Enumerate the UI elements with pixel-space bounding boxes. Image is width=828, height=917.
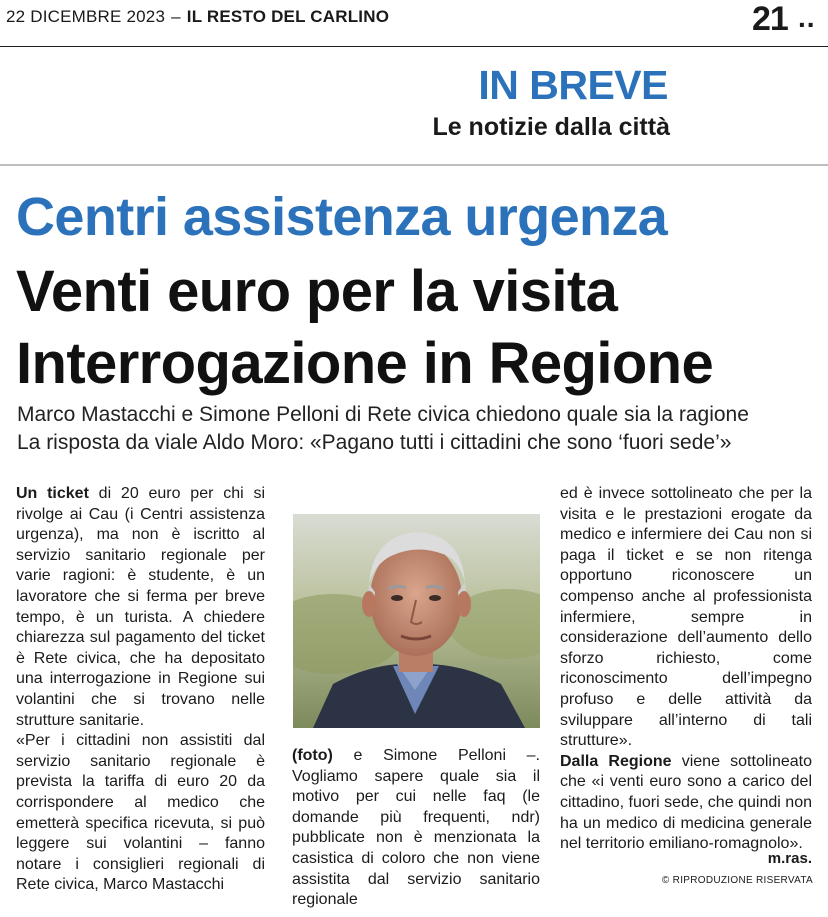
lead-in-regione: Dalla Regione (560, 752, 672, 770)
section-title: IN BREVE (478, 62, 668, 108)
headline-kicker: Centri assistenza urgenza (16, 187, 668, 247)
summary-line-2: La risposta da viale Aldo Moro: «Pagano tutti i cittadini che sono ‘fuori sede’» (17, 431, 732, 454)
article-column-3 (560, 484, 812, 855)
portrait-photo (293, 514, 540, 728)
article-column-1 (16, 484, 265, 896)
column-1-text-2: «Per i cittadini non assistiti dal servizio sanitario regionale è prevista la tariffa di euro 20 da corrispondere al medico che emetterà specifica ricevuta, si può leggere sui volantini – fanno notare i consiglieri regionali di Rete civica, Marco Mastacchi (16, 732, 265, 894)
column-2-text-1: e Simone Pelloni –. Vogliamo sapere quale sia il motivo per cui nelle faq (le domande più frequenti, ndr) pubblicate non è menzionata la casistica di coloro che non viene assistita dal servizio sanitario regionale (292, 747, 540, 909)
column-1-paragraph-1 (16, 484, 265, 731)
author-signature: m.ras. (767, 850, 812, 867)
summary-line-1: Marco Mastacchi e Simone Pelloni di Rete civica chiedono quale sia la ragione (17, 403, 749, 426)
section-subtitle: Le notizie dalla città (432, 113, 670, 141)
dateline-separator: – (171, 7, 181, 26)
page-header-dateline (6, 7, 389, 27)
lead-in-foto: (foto) (292, 747, 333, 764)
page-number: 21 (752, 0, 788, 38)
headline-line-2: Interrogazione in Regione (16, 331, 714, 396)
copyright-notice: © RIPRODUZIONE RISERVATA (661, 875, 813, 886)
page-number-marks: .. (798, 2, 816, 33)
lead-in-ticket: Un ticket (16, 485, 89, 502)
column-1-text-1: di 20 euro per chi si rivolge ai Cau (i Centri assistenza urgenza), ma non è iscritto al servizio sanitario regionale per varie ragioni: è studente, è un lavoratore che si ferma per breve tempo, è un turista. A chiedere chiarezza sul pagamento del ticket è Rete civica, che ha depositato una interrogazione in Regione sui volantini che si trovano nelle strutture sanitarie. (16, 485, 265, 729)
column-2-paragraph-1 (292, 746, 540, 911)
section-rule (0, 164, 828, 166)
column-3-text-2: viene sottolineato che «i venti euro sono a carico del cittadino, fuori sede, che quindi non ha un medico di medicina generale nel territorio emiliano-romagnolo». (560, 752, 812, 853)
portrait-photo-graphic (293, 514, 540, 728)
column-3-text-1: ed è invece sottolineato che per la visita e le prestazioni erogate da medico e infermiere dei Cau non si paga il ticket e se non ritenga opportuno riconoscere un compenso anche al professionista infermiere, sempre in considerazione dell’aumento dello sforzo richiesto, come riconoscimento dell’impegno profuso e delle attività da sviluppare all’interno di tali strutture». (560, 485, 812, 750)
issue-date: 22 DICEMBRE 2023 (6, 7, 166, 26)
article-column-2 (292, 746, 540, 911)
column-3-paragraph-2 (560, 752, 812, 855)
header-rule (0, 46, 828, 47)
newspaper-name: IL RESTO DEL CARLINO (186, 7, 390, 26)
headline-line-1: Venti euro per la visita (16, 259, 618, 324)
column-3-paragraph-1 (560, 484, 812, 752)
column-1-paragraph-2 (16, 731, 265, 896)
